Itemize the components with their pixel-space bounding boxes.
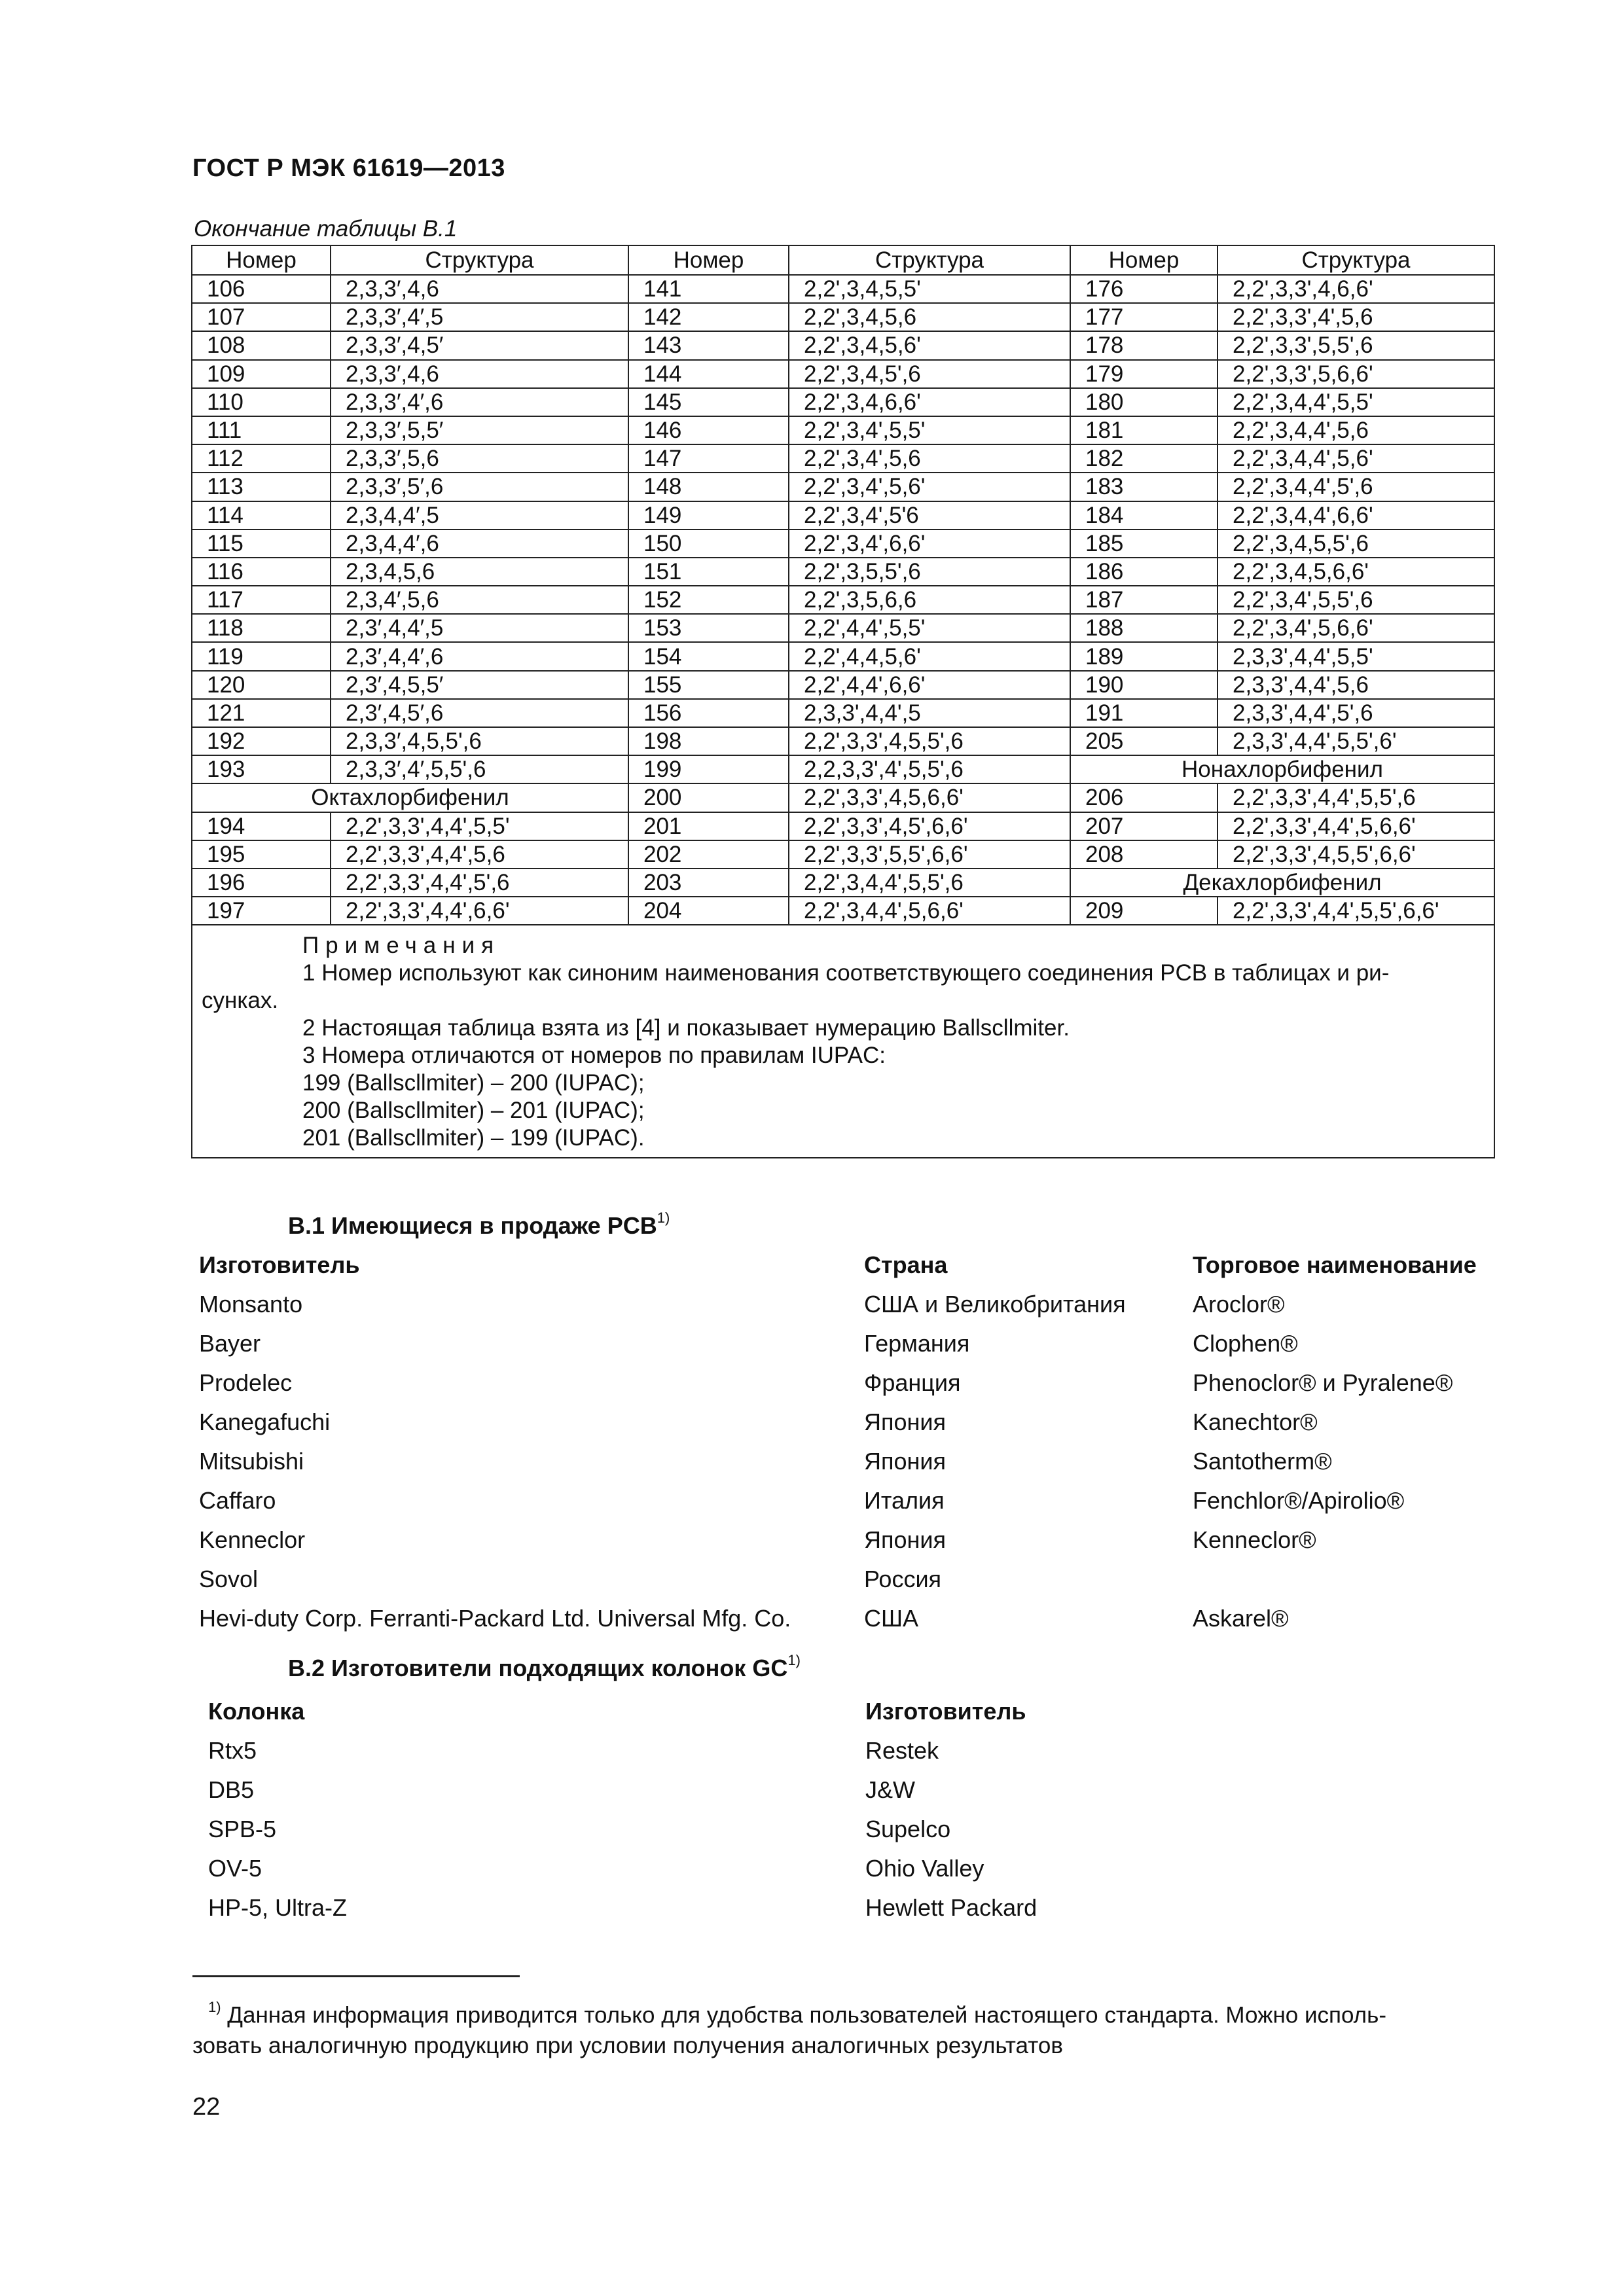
table-cell: 2,3,3',4,4',5 (789, 699, 1070, 727)
page-number: 22 (192, 2093, 221, 2121)
table-caption: Окончание таблицы В.1 (194, 216, 458, 242)
column-header: Изготовитель (865, 1698, 1026, 1725)
note-3: 3 Номера отличаются от номеров по правилам IUPAC: (302, 1043, 886, 1069)
list-item: HP-5, Ultra-Z (208, 1894, 348, 1921)
table-cell: 2,3,3′,4,6 (331, 275, 628, 303)
table-cell: 197 (192, 897, 331, 925)
table-cell: 152 (628, 586, 789, 614)
table-cell: 2,3,3′,4′,5 (331, 303, 628, 331)
table-cell: 2,3′,4,4′,5 (331, 614, 628, 642)
table-row (192, 699, 1494, 727)
table-row (192, 473, 1494, 501)
table-row (192, 783, 1494, 812)
notes-title: Примечания (302, 933, 501, 959)
list-item: Kanechtor® (1193, 1408, 1318, 1435)
table-cell: 145 (628, 388, 789, 416)
table-row (192, 642, 1494, 670)
column-header: Номер (1070, 245, 1218, 275)
column-header: Страна (864, 1251, 948, 1278)
table-cell: 2,2',3,4,4',5,6' (1218, 444, 1494, 473)
list-item: Santotherm® (1193, 1448, 1332, 1475)
table-cell: 2,2',3,3',4,5,6,6' (789, 783, 1070, 812)
table-cell: 188 (1070, 614, 1218, 642)
table-cell: 187 (1070, 586, 1218, 614)
table-cell: 2,2',3,4',5,5',6 (1218, 586, 1494, 614)
list-item: Kanegafuchi (199, 1408, 331, 1435)
list-item: Rtx5 (208, 1737, 257, 1764)
table-cell: 116 (192, 558, 331, 586)
table-cell: 190 (1070, 671, 1218, 699)
table-cell: 2,3,4,4′,5 (331, 501, 628, 529)
table-cell: 2,2',3,3',4,4',5,5' (331, 812, 628, 840)
table-cell: 2,3,3′,4,5,5',6 (331, 727, 628, 755)
table-cell: 2,3′,4,4′,6 (331, 642, 628, 670)
table-cell: 2,2',3,4,4',5,5',6 (789, 869, 1070, 897)
table-cell: 206 (1070, 783, 1218, 812)
table-cell: 147 (628, 444, 789, 473)
table-cell: 195 (192, 840, 331, 869)
table-cell: 2,3′,4,5,5′ (331, 671, 628, 699)
table-cell: 2,2',3,4,4',6,6' (1218, 501, 1494, 529)
table-cell: 2,2',3,3',4,5,5',6,6' (1218, 840, 1494, 869)
table-cell: 207 (1070, 812, 1218, 840)
table-cell: 119 (192, 642, 331, 670)
footnote-line-1 (192, 1995, 1495, 2031)
table-cell: 2,2',3,4,4',5,6 (1218, 416, 1494, 444)
column-header: Номер (628, 245, 789, 275)
table-cell: 2,2',3,4',5,6 (789, 444, 1070, 473)
table-cell: 155 (628, 671, 789, 699)
table-cell: 2,2,3,3',4',5,5',6 (789, 755, 1070, 783)
table-cell: 198 (628, 727, 789, 755)
table-cell: 2,2',3,3',5,5',6 (1218, 331, 1494, 359)
list-item: Phenoclor® и Pyralene® (1193, 1369, 1453, 1396)
notes-row (192, 925, 1494, 1158)
list-item: Ohio Valley (865, 1855, 984, 1882)
table-cell: 149 (628, 501, 789, 529)
section-b1-title-text: В.1 Имеющиеся в продаже PCB (288, 1212, 657, 1239)
table-cell: 2,2',3,4',6,6' (789, 529, 1070, 558)
table-cell: 2,2',4,4',6,6' (789, 671, 1070, 699)
table-cell: 2,2',3,4,4',5',6 (1218, 473, 1494, 501)
list-item: Kenneclor (199, 1526, 306, 1553)
table-cell: 184 (1070, 501, 1218, 529)
table-cell: 2,2',3,5,6,6 (789, 586, 1070, 614)
section-b2-title (288, 1652, 801, 1682)
table-cell: 106 (192, 275, 331, 303)
group-label-nonachlorobiphenyl: Нонахлорбифенил (1070, 755, 1494, 783)
footnote-separator (192, 1975, 520, 1977)
table-row (192, 727, 1494, 755)
table-cell: 2,2',3,4',5'6 (789, 501, 1070, 529)
note-3-item: 200 (Ballscllmiter) – 201 (IUPAC); (302, 1098, 645, 1124)
list-item: Япония (864, 1408, 946, 1435)
list-item: Япония (864, 1448, 946, 1475)
table-cell: 181 (1070, 416, 1218, 444)
footnote-ref: 1) (657, 1210, 670, 1226)
list-item: Monsanto (199, 1291, 303, 1318)
table-row (192, 840, 1494, 869)
table-cell: 185 (1070, 529, 1218, 558)
table-row (192, 671, 1494, 699)
table-cell: 121 (192, 699, 331, 727)
table-cell: 2,3,3′,4′,5,5',6 (331, 755, 628, 783)
list-item: Германия (864, 1330, 970, 1357)
list-item: Supelco (865, 1816, 951, 1842)
table-cell: 120 (192, 671, 331, 699)
table-cell: 2,3,3′,4,6 (331, 360, 628, 388)
table-cell: 153 (628, 614, 789, 642)
section-b1-title (288, 1212, 670, 1240)
table-cell: 2,2',4,4',5,5' (789, 614, 1070, 642)
table-cell: 2,2',3,4',5,5' (789, 416, 1070, 444)
table-cell: 209 (1070, 897, 1218, 925)
column-header: Колонка (208, 1698, 305, 1725)
table-row (192, 360, 1494, 388)
table-body (192, 245, 1494, 1158)
table-cell: 2,2',3,4,5,5',6 (1218, 529, 1494, 558)
column-header: Номер (192, 245, 331, 275)
table-cell: 200 (628, 783, 789, 812)
table-cell: 2,3,3',4,4',5,6 (1218, 671, 1494, 699)
table-cell: 2,3′,4,5′,6 (331, 699, 628, 727)
list-item: США (864, 1605, 919, 1632)
table-cell: 2,2',3,4,5',6 (789, 360, 1070, 388)
table-cell: 111 (192, 416, 331, 444)
table-cell: 2,3,3',4,4',5',6 (1218, 699, 1494, 727)
table-cell: 199 (628, 755, 789, 783)
note-1: 1 Номер используют как синоним наименования соответствующего соединения PCB в таблицах и ри- (302, 960, 1390, 986)
table-row (192, 558, 1494, 586)
footnote-mark: 1) (208, 1999, 221, 2015)
list-item: Fenchlor®/Apirolio® (1193, 1487, 1405, 1514)
table-cell: 2,2',3,3',4,5,5',6 (789, 727, 1070, 755)
table-cell: 193 (192, 755, 331, 783)
table-row (192, 614, 1494, 642)
table-cell: 2,2',3,3',4,4',5,6,6' (1218, 812, 1494, 840)
table-cell: 189 (1070, 642, 1218, 670)
list-item: SPB-5 (208, 1816, 277, 1842)
table-row (192, 529, 1494, 558)
table-cell: 192 (192, 727, 331, 755)
table-cell: 186 (1070, 558, 1218, 586)
list-item: Clophen® (1193, 1330, 1298, 1357)
table-cell: 2,2',3,4,4',5,6,6' (789, 897, 1070, 925)
table-cell: 177 (1070, 303, 1218, 331)
note-3-item: 201 (Ballscllmiter) – 199 (IUPAC). (302, 1125, 645, 1151)
list-item: Prodelec (199, 1369, 293, 1396)
table-cell: 205 (1070, 727, 1218, 755)
table-notes (192, 925, 1494, 1158)
table-cell: 203 (628, 869, 789, 897)
list-item: Aroclor® (1193, 1291, 1285, 1318)
table-row (192, 897, 1494, 925)
table-cell: 112 (192, 444, 331, 473)
note-3-item: 199 (Ballscllmiter) – 200 (IUPAC); (302, 1070, 645, 1096)
group-label-octachlorobiphenyl: Октахлорбифенил (192, 783, 628, 812)
list-item: Sovol (199, 1566, 259, 1592)
table-cell: 2,2',3,5,5',6 (789, 558, 1070, 586)
table-cell: 2,2',3,3',4,6,6' (1218, 275, 1494, 303)
table-row (192, 416, 1494, 444)
table-cell: 141 (628, 275, 789, 303)
table-cell: 2,3,4,5,6 (331, 558, 628, 586)
table-row (192, 586, 1494, 614)
note-1-continuation: сунках. (202, 988, 279, 1014)
list-item: Италия (864, 1487, 945, 1514)
table-cell: 110 (192, 388, 331, 416)
table-cell: 196 (192, 869, 331, 897)
table-cell: 142 (628, 303, 789, 331)
table-cell: 183 (1070, 473, 1218, 501)
table-cell: 2,2',3,3',4,4',5,6 (331, 840, 628, 869)
table-cell: 2,2',3,4',5,6,6' (1218, 614, 1494, 642)
document-header: ГОСТ Р МЭК 61619—2013 (192, 154, 505, 182)
table-row (192, 869, 1494, 897)
table-cell: 151 (628, 558, 789, 586)
column-header: Структура (331, 245, 628, 275)
group-label-decachlorobiphenyl: Декахлорбифенил (1070, 869, 1494, 897)
table-header-row (192, 245, 1494, 275)
table-cell: 117 (192, 586, 331, 614)
table-row (192, 444, 1494, 473)
table-cell: 180 (1070, 388, 1218, 416)
list-item: DB5 (208, 1776, 255, 1803)
table-cell: 2,2',3,4,4',5,5' (1218, 388, 1494, 416)
table-cell: 2,2',4,4,5,6' (789, 642, 1070, 670)
table-cell: 208 (1070, 840, 1218, 869)
table-cell: 191 (1070, 699, 1218, 727)
table-cell: 148 (628, 473, 789, 501)
table-cell: 201 (628, 812, 789, 840)
table-cell: 108 (192, 331, 331, 359)
table-cell: 118 (192, 614, 331, 642)
pcb-numbering-table (191, 245, 1495, 1158)
table-cell: 2,3,3′,4′,6 (331, 388, 628, 416)
list-item: Россия (864, 1566, 942, 1592)
list-item: Hevi-duty Corp. Ferranti-Packard Ltd. Universal Mfg. Co. (199, 1605, 791, 1632)
table-cell: 2,2',3,3',4,5',6,6' (789, 812, 1070, 840)
table-cell: 2,2',3,4,5,6 (789, 303, 1070, 331)
table-cell: 2,3,3′,4,5′ (331, 331, 628, 359)
table-cell: 115 (192, 529, 331, 558)
table-cell: 154 (628, 642, 789, 670)
table-cell: 156 (628, 699, 789, 727)
table-cell: 144 (628, 360, 789, 388)
list-item: Caffaro (199, 1487, 276, 1514)
table-cell: 2,2',3,4',5,6' (789, 473, 1070, 501)
section-b2-title-text: В.2 Изготовители подходящих колонок GC (288, 1655, 788, 1681)
list-item: Askarel® (1193, 1605, 1289, 1632)
list-item: Restek (865, 1737, 939, 1764)
footnote (192, 1995, 1495, 2061)
table-row (192, 812, 1494, 840)
table-cell: 2,3,3′,5,6 (331, 444, 628, 473)
table-cell: 146 (628, 416, 789, 444)
table-cell: 2,3,3′,5′,6 (331, 473, 628, 501)
table-cell: 2,3,4,4′,6 (331, 529, 628, 558)
table-cell: 179 (1070, 360, 1218, 388)
footnote-text: Данная информация приводится только для удобства пользователей настоящего стандарта. Можно исполь- (221, 2002, 1386, 2028)
footnote-line-2: зовать аналогичную продукцию при условии получения аналогичных результатов (192, 2032, 1063, 2058)
column-header: Изготовитель (199, 1251, 360, 1278)
list-item: J&W (865, 1776, 915, 1803)
table-cell: 107 (192, 303, 331, 331)
table-cell: 2,2',3,3',4,4',5,5',6 (1218, 783, 1494, 812)
table-cell: 194 (192, 812, 331, 840)
table-cell: 2,3,3',4,4',5,5',6' (1218, 727, 1494, 755)
table-cell: 113 (192, 473, 331, 501)
table-cell: 2,2',3,3',4',5,6 (1218, 303, 1494, 331)
footnote-ref: 1) (787, 1652, 801, 1668)
table-cell: 2,2',3,4,5,6' (789, 331, 1070, 359)
table-cell: 109 (192, 360, 331, 388)
table-row (192, 755, 1494, 783)
table-row (192, 303, 1494, 331)
table-cell: 2,2',3,3',4,4',5',6 (331, 869, 628, 897)
list-item: Hewlett Packard (865, 1894, 1038, 1921)
table-cell: 2,2',3,4,5,5' (789, 275, 1070, 303)
table-cell: 2,3,3',4,4',5,5' (1218, 642, 1494, 670)
table-cell: 2,2',3,3',4,4',5,5',6,6' (1218, 897, 1494, 925)
list-item: Kenneclor® (1193, 1526, 1316, 1553)
table-cell: 2,2',3,4,5,6,6' (1218, 558, 1494, 586)
list-item: Япония (864, 1526, 946, 1553)
table-row (192, 501, 1494, 529)
table-row (192, 275, 1494, 303)
list-item: OV-5 (208, 1855, 262, 1882)
table-cell: 2,2',3,3',5,6,6' (1218, 360, 1494, 388)
column-header: Структура (789, 245, 1070, 275)
column-header: Структура (1218, 245, 1494, 275)
table-cell: 178 (1070, 331, 1218, 359)
table-cell: 202 (628, 840, 789, 869)
table-cell: 2,2',3,3',5,5',6,6' (789, 840, 1070, 869)
list-item: Bayer (199, 1330, 261, 1357)
table-cell: 114 (192, 501, 331, 529)
table-cell: 176 (1070, 275, 1218, 303)
table-cell: 150 (628, 529, 789, 558)
table-cell: 182 (1070, 444, 1218, 473)
table-row (192, 331, 1494, 359)
table-cell: 2,3,4′,5,6 (331, 586, 628, 614)
list-item: США и Великобритания (864, 1291, 1126, 1318)
table-cell: 2,3,3′,5,5′ (331, 416, 628, 444)
list-item: Mitsubishi (199, 1448, 304, 1475)
table-cell: 2,2',3,3',4,4',6,6' (331, 897, 628, 925)
table-cell: 2,2',3,4,6,6' (789, 388, 1070, 416)
list-item: Франция (864, 1369, 961, 1396)
column-header: Торговое наименование (1193, 1251, 1477, 1278)
table-cell: 204 (628, 897, 789, 925)
note-2: 2 Настоящая таблица взята из [4] и показывает нумерацию Ballscllmiter. (302, 1015, 1070, 1041)
table-row (192, 388, 1494, 416)
table-cell: 143 (628, 331, 789, 359)
